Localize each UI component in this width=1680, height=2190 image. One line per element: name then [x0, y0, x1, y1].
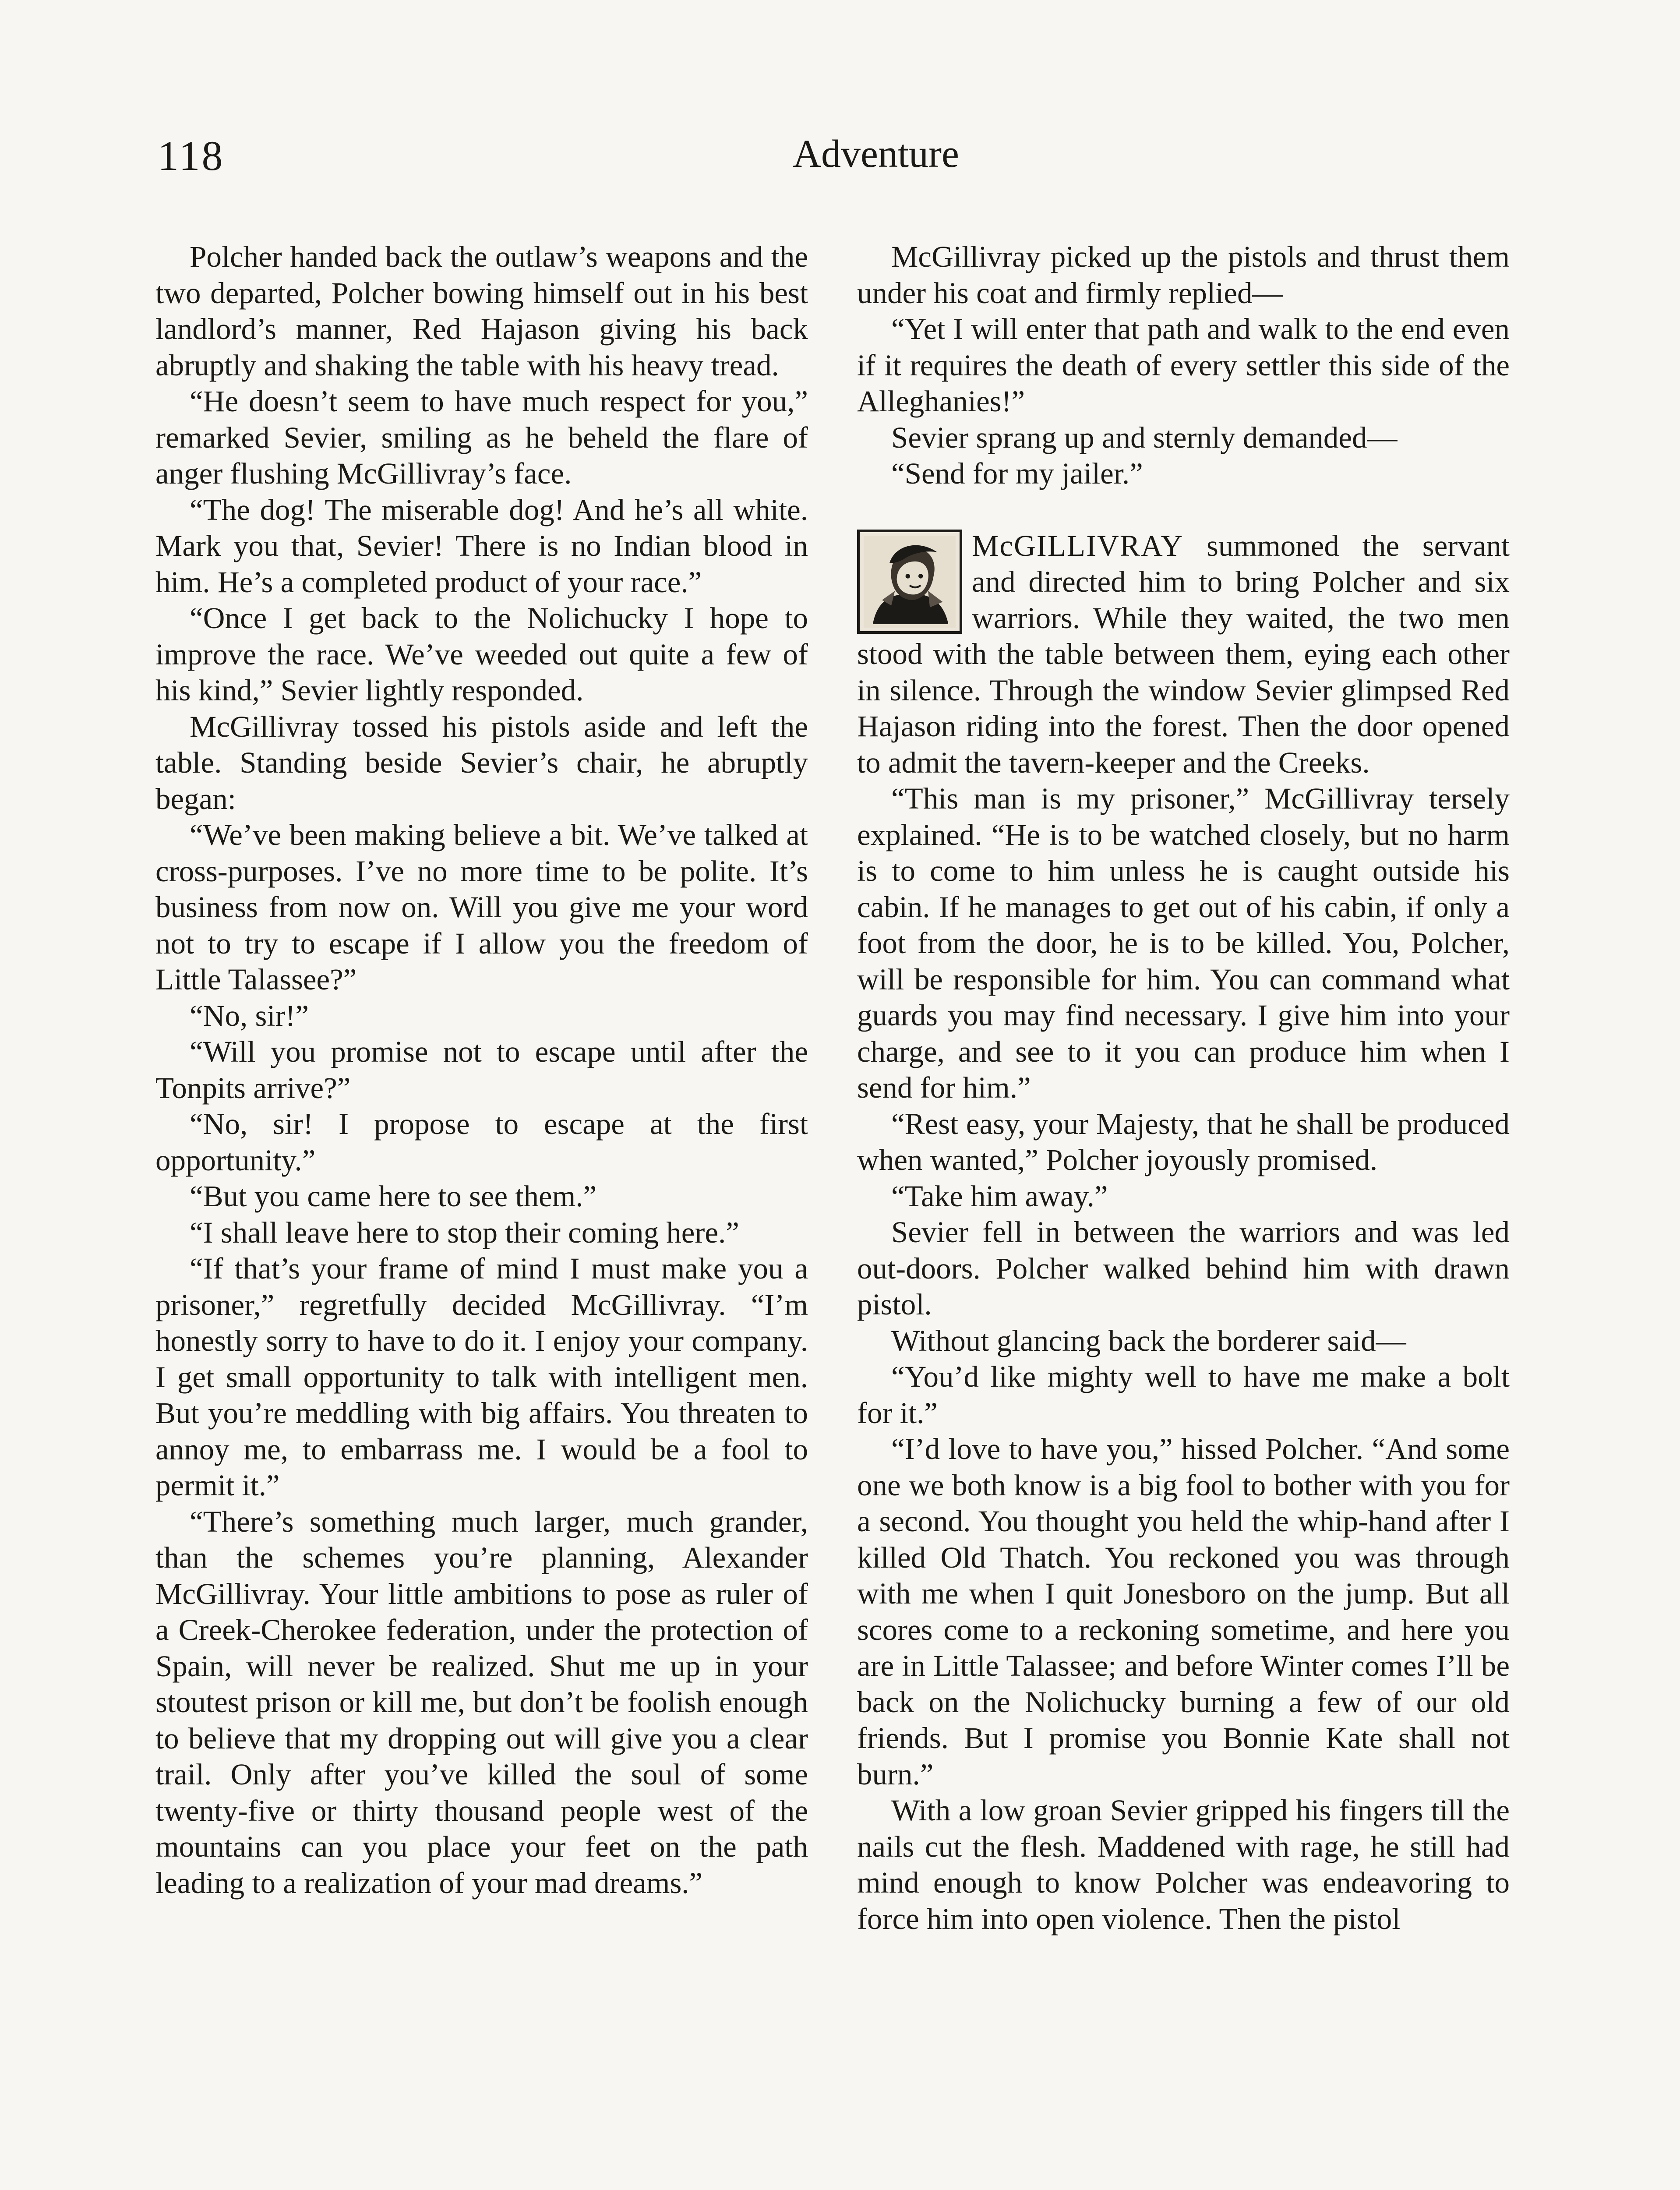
- paragraph: “I shall leave here to stop their coming here.”: [190, 1215, 739, 1249]
- paragraph: Polcher handed back the outlaw’s weapons and the two departed, Polcher bowing himself out in his best landlord’s manner, Red Hajason giving his back abruptly and shaking the table with his heavy tread.: [155, 240, 808, 382]
- paragraph: “He doesn’t seem to have much respect for you,” remarked Sevier, smiling as he beheld the flare of anger flushing McGillivray’s face.: [155, 385, 808, 490]
- paragraph: “But you came here to see them.”: [190, 1180, 597, 1213]
- paragraph: “If that’s your frame of mind I must make you a prisoner,” regretfully decided McGillivray. “I’m honestly sorry to have to do it. I enjoy your company. I get small opportunity to talk with intelligent men. But you’re meddling with big affairs. You threaten to annoy me, to embarrass me. I would be a fool to permit it.”: [155, 1252, 808, 1502]
- paragraph: “We’ve been making believe a bit. We’ve talked at cross-purposes. I’ve no more time to be polite. It’s business from now on. Will you give me your word not to try to escape if I allow you the freedom of Little Talassee?”: [155, 818, 808, 996]
- dropcap-portrait-icon: [857, 530, 962, 634]
- page-header: [158, 131, 1520, 201]
- paragraph: “Will you promise not to escape until after the Tonpits arrive?”: [155, 1035, 808, 1105]
- right-column: [857, 239, 1510, 1937]
- paragraph: “This man is my prisoner,” McGillivray tersely explained. “He is to be watched closely, but no harm is to come to him unless he is caught outside his cabin. If he manages to get out of his cabin, if only a foot from the door, he is to be killed. You, Polcher, will be responsible for him. You can command what guards you may find necessary. I give him into your charge, and see to it you can produce him when I send for him.”: [857, 782, 1510, 1104]
- paragraph: “There’s something much larger, much grander, than the schemes you’re planning, Alexander McGillivray. Your little ambitions to pose as ruler of a Creek-Cherokee federation, under the protection of Spain, will never be realized. Shut me up in your stoutest prison or kill me, but don’t be foolish enough to believe that my dropping out will give you a clear trail. Only after you’ve killed the soul of some twenty-five or thirty thousand people west of the mountains can you place your feet on the path leading to a realization of your mad dreams.”: [155, 1505, 808, 1900]
- page-number: 118: [158, 132, 225, 179]
- paragraph: “No, sir! I propose to escape at the first opportunity.”: [155, 1107, 808, 1177]
- left-column: [155, 239, 808, 1901]
- paragraph: “Rest easy, your Majesty, that he shall be produced when wanted,” Polcher joyously promised.: [857, 1107, 1510, 1176]
- paragraph: Sevier sprang up and sternly demanded—: [891, 420, 1398, 454]
- paragraph: McGillivray picked up the pistols and thrust them under his coat and firmly replied—: [857, 240, 1510, 310]
- dropcap-word: McGILLIVRAY: [972, 529, 1184, 562]
- paragraph: “You’d like mighty well to have me make a bolt for it.”: [857, 1360, 1510, 1430]
- portrait-illustration: [863, 536, 956, 628]
- running-title: Adventure: [793, 132, 959, 176]
- paragraph: “No, sir!”: [190, 999, 309, 1032]
- paragraph: McGillivray tossed his pistols aside and left the table. Standing beside Sevier’s chair, he abruptly began:: [155, 710, 808, 816]
- paragraph: “I’d love to have you,” hissed Polcher. “And some one we both know is a big fool to bother with you for a second. You thought you held the whip-hand after I killed Old Thatch. You reckoned you was through with me when I quit Jonesboro on the jump. But all scores come to a reckoning sometime, and here you are in Little Talassee; and before Winter comes I’ll be back on the Nolichucky burning a few of our old friends. But I promise you Bonnie Kate shall not burn.”: [857, 1432, 1510, 1791]
- paragraph: “Once I get back to the Nolichucky I hope to improve the race. We’ve weeded out quite a few of his kind,” Sevier lightly responded.: [155, 601, 808, 707]
- paragraph: “Take him away.”: [891, 1179, 1108, 1213]
- dropcap-paragraph-text: summoned the servant and directed him to bring Polcher and six warriors. While they waited, the two men stood with the table between them, eying each other in silence. Through the window Sevier glimpsed Red Hajason riding into the forest. Then the door opened to admit the tavern-keeper and the Creeks.: [857, 529, 1510, 779]
- paragraph: Without glancing back the borderer said—: [891, 1324, 1406, 1357]
- paragraph: “The dog! The miserable dog! And he’s all white. Mark you that, Sevier! There is no Indian blood in him. He’s a completed product of your race.”: [155, 493, 808, 599]
- dropcap-paragraph: [857, 528, 1510, 781]
- paragraph: “Send for my jailer.”: [891, 457, 1143, 490]
- paragraph: Sevier fell in between the warriors and was led out-doors. Polcher walked behind him with drawn pistol.: [857, 1215, 1510, 1321]
- paragraph: With a low groan Sevier gripped his fingers till the nails cut the flesh. Maddened with rage, he still had mind enough to know Polcher was endeavoring to force him into open violence. Then the pistol: [857, 1794, 1510, 1936]
- paragraph: “Yet I will enter that path and walk to the end even if it requires the death of every settler this side of the Alleghanies!”: [857, 312, 1510, 418]
